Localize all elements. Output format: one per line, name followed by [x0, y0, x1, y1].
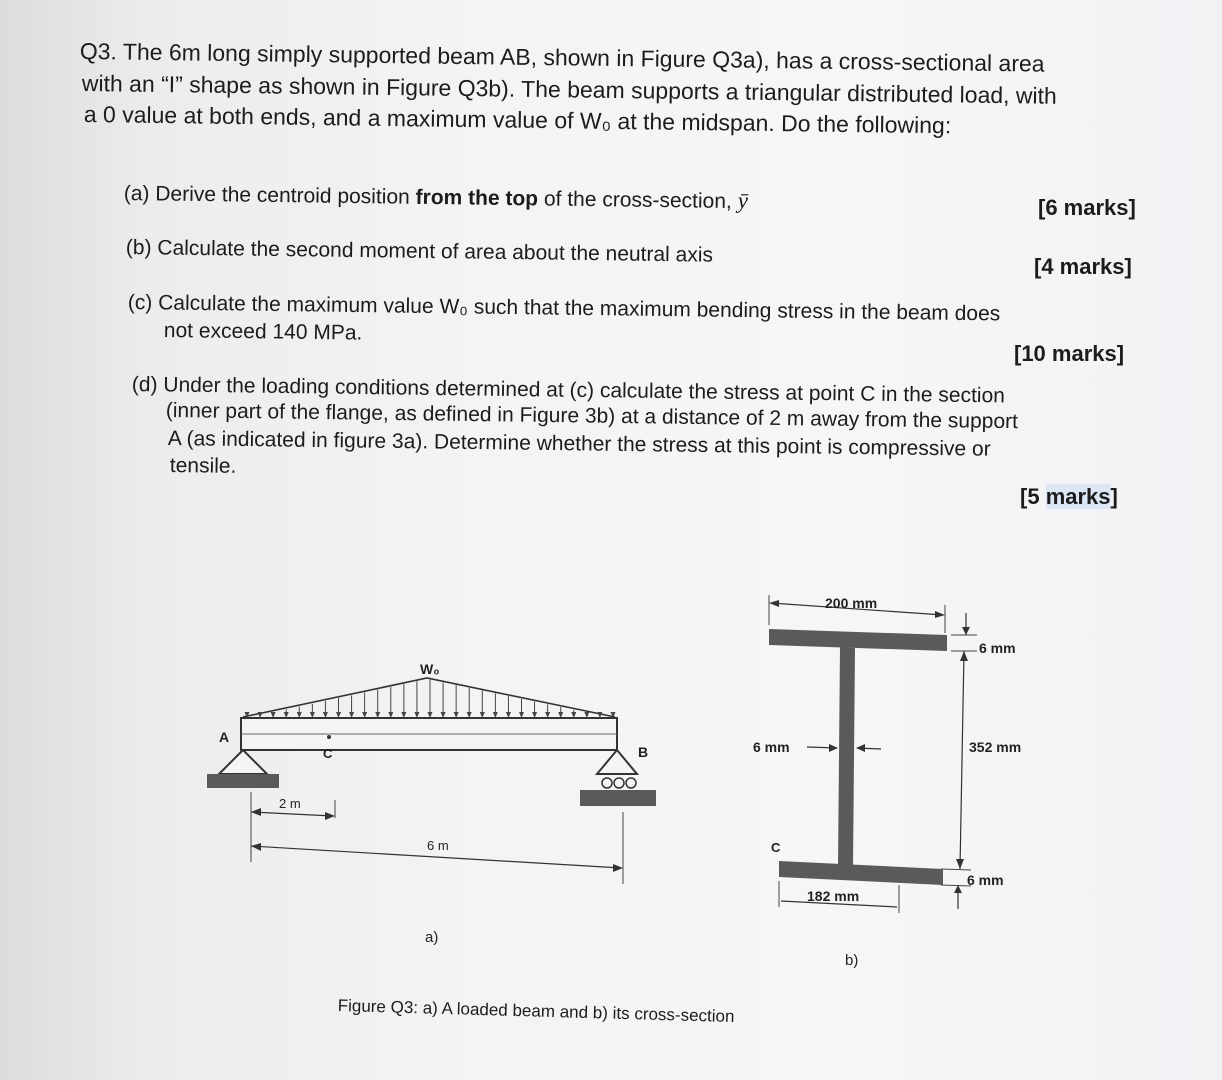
- top-width-label: 200 mm: [825, 595, 878, 611]
- ground-b: [580, 790, 656, 806]
- highlighted-word: marks: [1045, 484, 1111, 509]
- part-b-text: (b) Calculate the second moment of area about the neutral axis: [125, 236, 714, 267]
- part-d-line-4: tensile.: [169, 454, 237, 478]
- point-c-label: C: [771, 840, 781, 855]
- part-c-line-1: (c) Calculate the maximum value W₀ such that the maximum bending stress in the beam does: [127, 291, 1001, 326]
- part-c-line-2: not exceed 140 MPa.: [163, 319, 363, 345]
- point-a-label: A: [219, 729, 230, 745]
- figure-a-beam: [195, 640, 675, 960]
- point-b-label: B: [638, 744, 649, 760]
- point-c-marker: [327, 735, 331, 739]
- top-flange: [769, 629, 947, 651]
- web: [838, 647, 855, 867]
- bottom-flange-thickness-label: 6 mm: [967, 872, 1004, 888]
- dimension-2m-label: 2 m: [279, 796, 301, 811]
- pin-support-a: [219, 750, 267, 774]
- question-line-1: Q3. The 6m long simply supported beam AB, shown in Figure Q3a), has a cross-sectional area: [79, 38, 1045, 77]
- dimension-2m-line: [251, 812, 333, 816]
- part-a-marks: [6 marks]: [1038, 195, 1136, 220]
- web-thickness-label: 6 mm: [753, 739, 790, 755]
- web-height-dimension: [960, 651, 964, 869]
- point-c-label: C: [323, 746, 333, 761]
- web-height-label: 352 mm: [969, 739, 1022, 755]
- bottom-flange: [779, 861, 943, 885]
- top-flange-thickness-label: 6 mm: [979, 640, 1016, 656]
- figure-caption: Figure Q3: a) A loaded beam and b) its cross-section: [337, 996, 735, 1027]
- part-d-line-1: (d) Under the loading conditions determined at (c) calculate the stress at point C in the section: [131, 373, 1006, 408]
- ground-a: [207, 774, 279, 788]
- roller-support-b: [597, 750, 637, 774]
- question-line-3: a 0 value at both ends, and a maximum value of W₀ at the midspan. Do the following:: [83, 101, 952, 139]
- figure-b-cross-section: [745, 585, 1065, 980]
- load-label: W₀: [420, 661, 440, 677]
- dimension-6m-label: 6 m: [427, 838, 449, 853]
- part-a-text: (a) Derive the centroid position from the top of the cross-section, ȳ: [123, 181, 749, 214]
- part-d-line-2: (inner part of the flange, as defined in Figure 3b) at a distance of 2 m away from the support: [165, 399, 1019, 434]
- question-line-2: with an “I” shape as shown in Figure Q3b). The beam supports a triangular distributed load, with: [81, 70, 1057, 109]
- bottom-width-label: 182 mm: [807, 888, 860, 904]
- load-arrows: [245, 680, 616, 718]
- part-b-marks: [4 marks]: [1034, 254, 1132, 279]
- part-d-line-3: A (as indicated in figure 3a). Determine whether the stress at this point is compressive or: [167, 427, 991, 461]
- figure-b-caption: b): [845, 952, 859, 969]
- part-c-marks: [10 marks]: [1014, 341, 1125, 366]
- figure-a-caption: a): [425, 929, 439, 946]
- part-d-marks: [5 marks]: [1020, 484, 1118, 509]
